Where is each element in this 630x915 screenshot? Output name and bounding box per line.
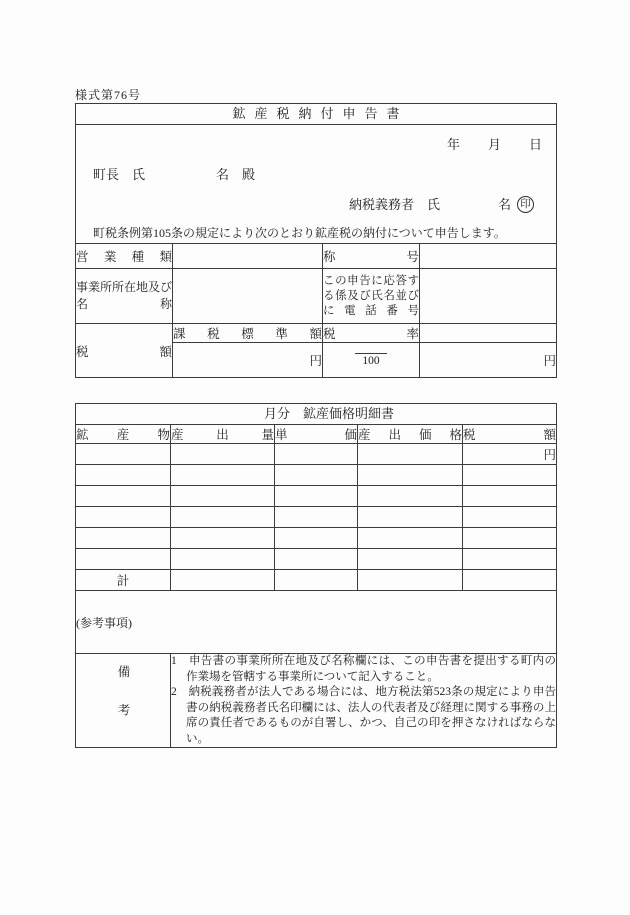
col-header-output-value: 産出価格 [358,425,463,444]
detail-row [76,528,557,549]
tax-base-value: 円 [173,343,323,378]
date-line [76,128,556,153]
col-header-tax-amount: 税額 [463,425,557,444]
remarks-note-2: 2 納税義務者が法人である場合には、地方税法第523条の規定により申告書の納税義務者氏名印欄には、法人の代表者及び経理に関する事務の上席の責任者であるものが自署し、かつ、自己の印を押さなければならない。 [171,686,556,745]
tax-amount-value: 円 [420,343,557,378]
business-type-label: 営業種類 [76,244,173,269]
taxpayer-name-suffix: 名 [498,196,512,212]
trade-name-value [420,244,557,269]
detail-row [76,549,557,570]
addressee-prefix: 町長 氏 [93,166,146,182]
day-label: 日 [529,136,543,152]
col-header-output-quantity: 産出量 [171,425,275,444]
amount-unit-label: 円 [463,444,557,465]
taxpayer-label: 納税義務者 氏 [348,196,440,212]
remarks-label: 備考 [116,665,130,742]
tax-rate-header: 税率 [323,324,420,343]
addressee-suffix: 名 殿 [216,166,256,182]
seal-icon: 印 [517,196,534,213]
business-type-value [173,244,323,269]
detail-statement [75,403,557,748]
rate-fraction-denominator: 100 [355,353,386,367]
form-title: 鉱産税納付申告書 [76,104,557,125]
total-label: 計 [76,570,171,591]
col-header-mineral: 鉱産物 [76,425,171,444]
detail-row [76,507,557,528]
remarks-label-cell [76,654,171,748]
form-number: 様式第76号 [75,88,142,102]
tax-amount-header-blank [420,324,557,343]
office-address-value [173,269,323,324]
office-address-label: 事業所所在地及び 名 称 [76,269,173,324]
declaration-form [75,103,557,378]
remarks-text-cell [171,654,557,748]
total-row [76,570,557,591]
tax-amount-label: 税額 [76,324,173,378]
declaration-statement: 町税条例第105条の規定により次のとおり鉱産税の納付について申告します。 [93,225,506,240]
tax-base-header: 課税標準額 [173,324,323,343]
detail-title-row [76,404,557,425]
col-header-unit-price: 単価 [275,425,358,444]
taxpayer-line [76,183,556,213]
reference-notes-cell: (参考事項) [76,591,557,654]
contact-person-label: この申告に応答する係及び氏名並びに電話番号 [323,269,420,324]
detail-row [76,444,557,465]
trade-name-label: 称号 [323,244,420,269]
year-label: 年 [446,136,460,152]
tax-rate-value [323,343,420,378]
addressee-line [76,153,556,183]
month-label: 月 [487,136,501,152]
form-head-area [76,125,557,244]
detail-row [76,486,557,507]
month-suffix-label: 月分 [263,406,290,421]
remarks-note-1: 1 申告書の事業所所在地及び名称欄には、この申告書を提出する町内の作業場を管轄する事業所について記入すること。 [171,655,556,683]
detail-title: 鉱産価格明細書 [303,406,395,421]
detail-row [76,465,557,486]
contact-person-value [420,269,557,324]
